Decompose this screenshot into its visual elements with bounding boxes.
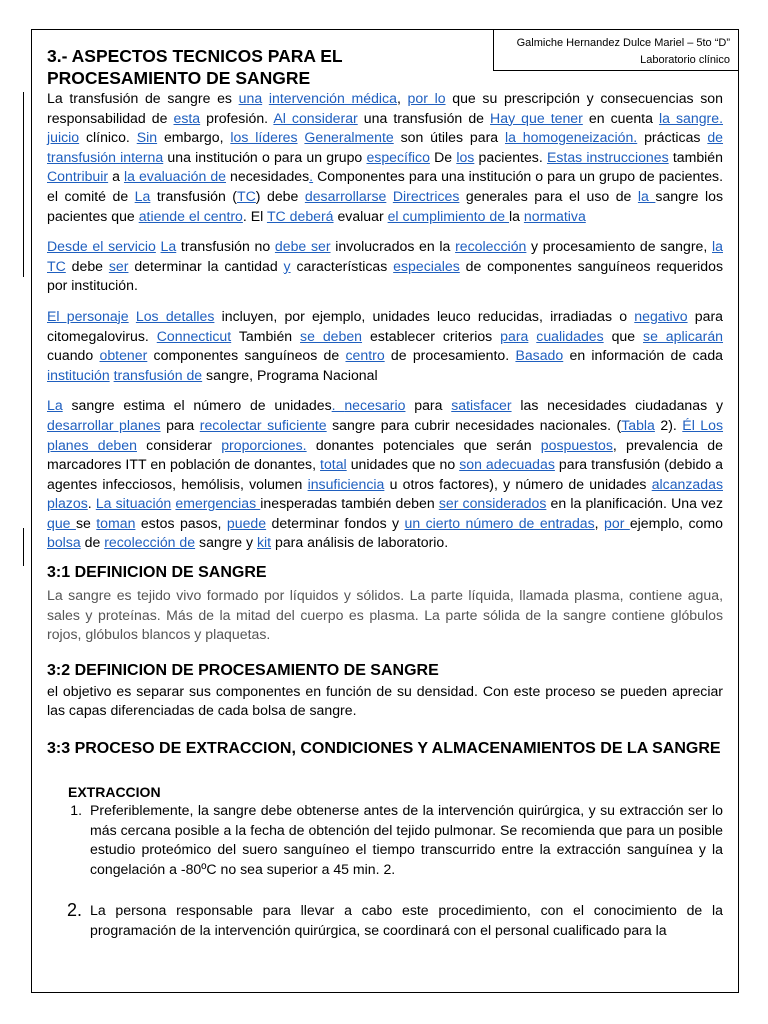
hyperlink-text[interactable]: TC <box>237 187 256 204</box>
hyperlink-text[interactable]: intervención médica <box>268 90 397 106</box>
hyperlink-text[interactable]: satisfacer <box>451 397 512 414</box>
hyperlink-text[interactable]: institución <box>47 366 110 383</box>
hyperlink-text[interactable]: especiales <box>393 257 460 274</box>
revision-bar <box>23 528 24 566</box>
hyperlink-text[interactable]: desarrollar planes <box>47 416 161 433</box>
hyperlink-text[interactable]: La situación <box>95 495 172 512</box>
intro-paragraph: El personaje Los detalles incluyen, por ejemplo, unidades leuco reducidas, irradiadas o negativo para citomegalovirus. Connecticut También se deben establecer criterios para cualidades que se aplicarán cuando obtener componentes sanguíneos de centro de procesamiento. Basado en información de cada institución transfusión de sangre, Programa Nacional <box>47 307 724 383</box>
hyperlink-text[interactable]: emergencias <box>175 495 261 512</box>
hyperlink-text[interactable]: TC deberá <box>266 207 334 224</box>
hyperlink-text[interactable]: los <box>456 148 475 165</box>
hyperlink-text[interactable]: Contribuir <box>47 168 109 185</box>
hyperlink-text[interactable]: pospuestos <box>540 436 613 453</box>
hyperlink-text[interactable]: toman <box>96 514 136 531</box>
hyperlink-text[interactable]: de transfusión interna <box>47 129 724 165</box>
hyperlink-text[interactable]: Hay que tener <box>490 109 583 126</box>
hyperlink-text[interactable]: Los detalles <box>135 307 215 324</box>
hyperlink-text[interactable]: la sangre. juicio <box>47 109 723 146</box>
section-heading-definicion-sangre: 3:1 DEFINICION DE SANGRE <box>47 564 267 582</box>
author-name: Galmiche Hernandez Dulce Mariel – 5to “D” <box>516 37 730 49</box>
hyperlink-text[interactable]: plazos <box>47 495 88 512</box>
hyperlink-text[interactable]: normativa <box>523 207 586 224</box>
hyperlink-text[interactable]: desarrollarse <box>304 187 387 204</box>
hyperlink-text[interactable]: proporciones. <box>221 436 307 453</box>
section-heading-extraccion: 3:3 PROCESO DE EXTRACCION, CONDICIONES Y ALMACENAMIENTOS DE LA SANGRE <box>47 740 721 758</box>
intro-paragraph: La sangre estima el número de unidades. necesario para satisfacer las necesidades ciudadanas y desarrollar planes para recolectar suficiente sangre para cubrir necesidades nacionales. (Tabla 2). Él Los planes deben considerar proporciones. donantes potenciales que serán pospuestos, prevalencia de marcadores ITT en población de donantes, total unidades que no son adecuadas para transfusión (debido a agentes infecciosos, hemólisis, volumen insuficiencia u otros factores), y número de unidades alcanzadas plazos. La situación emergencias inesperadas también deben ser considerados en la planificación. Una vez que se toman estos pasos, puede determinar fondos y un cierto número de entradas, por ejemplo, como bolsa de recolección de sangre y kit para análisis de laboratorio. <box>47 397 724 551</box>
hyperlink-text[interactable]: Connecticut <box>156 327 232 344</box>
hyperlink-text[interactable]: necesario <box>344 397 406 414</box>
hyperlink-text[interactable]: centro <box>345 347 385 364</box>
hyperlink-text[interactable]: ser considerados <box>438 495 547 512</box>
hyperlink-text[interactable]: recolección <box>455 238 527 255</box>
hyperlink-text[interactable]: Al considerar <box>273 109 358 126</box>
hyperlink-text[interactable]: recolectar suficiente <box>199 416 327 433</box>
hyperlink-text[interactable]: alcanzadas <box>651 475 723 492</box>
hyperlink-text[interactable]: Generalmente <box>304 129 394 146</box>
list-number: 1. <box>70 802 82 819</box>
intro-paragraph: La transfusión de sangre es una intervención médica, por lo que su prescripción y consecuencias son responsabilidad de esta profesión. Al considerar una transfusión de Hay que tener en cuenta la sangre. juicio clínico. Sin embargo, los líderes Generalmente son útiles para la homogeneización. prácticas de transfusión interna una institución o para un grupo específico De los pacientes. Estas instrucciones también Contribuir a la evaluación de necesidades. Componentes para una institución o para un grupo de pacientes. el comité de La transfusión (TC) debe desarrollarse Directrices generales para el uso de la sangre los pacientes que atiende el centro. El TC deberá evaluar el cumplimiento de la normativa <box>47 90 724 224</box>
section-heading-procesamiento: 3:2 DEFINICION DE PROCESAMIENTO DE SANGRE <box>47 661 439 679</box>
hyperlink-text[interactable]: Directrices <box>392 187 460 204</box>
course-name: Laboratorio clínico <box>640 54 730 66</box>
hyperlink-text[interactable]: son adecuadas <box>459 456 555 473</box>
section-text-procesamiento: el objetivo es separar sus componentes en función de su densidad. Con este proceso se pueden apreciar las capas diferenciadas de cada bolsa de sangre. <box>47 682 723 719</box>
revision-bar <box>23 92 24 277</box>
hyperlink-text[interactable]: kit <box>257 534 272 551</box>
hyperlink-text[interactable]: para <box>500 327 529 344</box>
hyperlink-text[interactable]: que <box>47 514 76 531</box>
hyperlink-text[interactable]: atiende el centro <box>138 207 243 224</box>
section-text-definicion-sangre: La sangre es tejido vivo formado por líquidos y sólidos. La parte líquida, llamada plasma, contiene agua, sales y proteínas. Más de la mitad del cuerpo es plasma. La parte sólida de la sangre contiene glóbulos rojos, glóbulos blancos y plaquetas. <box>47 587 723 643</box>
hyperlink-text[interactable]: La <box>160 238 177 255</box>
list-number: 2. <box>66 900 82 921</box>
hyperlink-text[interactable]: los líderes <box>230 129 298 146</box>
hyperlink-text[interactable]: se aplicarán <box>643 327 724 344</box>
subheading-extraccion: EXTRACCION <box>68 784 161 801</box>
hyperlink-text[interactable]: Él Los planes deben <box>47 416 724 453</box>
hyperlink-text[interactable]: una <box>238 90 263 106</box>
hyperlink-text[interactable]: total <box>320 456 347 473</box>
hyperlink-text[interactable]: Desde el servicio <box>47 238 156 255</box>
hyperlink-text[interactable]: El personaje <box>47 307 129 324</box>
hyperlink-text[interactable]: debe ser <box>274 238 331 255</box>
hyperlink-text[interactable]: esta <box>173 109 201 126</box>
hyperlink-text[interactable]: Estas instrucciones <box>546 148 669 165</box>
hyperlink-text[interactable]: Basado <box>515 347 564 364</box>
hyperlink-text[interactable]: . <box>309 168 314 185</box>
document-body <box>47 45 723 941</box>
list-item <box>47 901 723 940</box>
list-item <box>47 801 723 879</box>
hyperlink-text[interactable]: recolección de <box>104 534 196 551</box>
hyperlink-text[interactable]: la evaluación de <box>123 168 227 185</box>
hyperlink-text[interactable]: puede <box>226 514 267 531</box>
hyperlink-text[interactable]: se deben <box>300 327 363 344</box>
hyperlink-text[interactable]: por <box>604 514 630 531</box>
page-title: 3.- ASPECTOS TECNICOS PARA EL PROCESAMIENTO DE SANGRE <box>47 46 343 88</box>
hyperlink-text[interactable]: La <box>134 187 151 204</box>
hyperlink-text[interactable]: insuficiencia <box>307 475 385 492</box>
hyperlink-text[interactable]: por lo <box>407 90 446 106</box>
list-text: La persona responsable para llevar a cabo este procedimiento, con el conocimiento de la programación de la intervención quirúrgica, se coordinará con el personal cualificado para la <box>90 902 723 938</box>
hyperlink-text[interactable]: la homogeneización. <box>504 129 638 146</box>
hyperlink-text[interactable]: y <box>283 257 291 274</box>
hyperlink-text[interactable]: específico <box>366 148 430 165</box>
hyperlink-text[interactable]: obtener <box>99 347 148 364</box>
hyperlink-text[interactable]: La <box>47 397 63 414</box>
hyperlink-text[interactable]: transfusión de <box>113 366 203 383</box>
hyperlink-text[interactable]: el cumplimiento de <box>387 207 510 224</box>
hyperlink-text[interactable]: ser <box>108 257 129 274</box>
hyperlink-text[interactable]: la <box>637 187 656 204</box>
hyperlink-text[interactable]: negativo <box>634 307 688 324</box>
hyperlink-text[interactable]: Tabla <box>621 416 655 433</box>
hyperlink-text[interactable]: Sin <box>136 129 158 146</box>
hyperlink-text[interactable]: un cierto número de entradas <box>404 514 595 531</box>
intro-paragraph: Desde el servicio La transfusión no debe ser involucrados en la recolección y procesamiento de sangre, la TC debe ser determinar la cantidad y características especiales de componentes sanguíneos requeridos por institución. <box>47 238 723 294</box>
hyperlink-text[interactable]: bolsa <box>47 534 81 551</box>
hyperlink-text[interactable]: cualidades <box>536 327 604 344</box>
hyperlink-text[interactable]: . <box>331 397 345 414</box>
list-text: Preferiblemente, la sangre debe obtenerse antes de la intervención quirúrgica, y su extracción ser lo más cercana posible a la fecha de obtención del tejido pulmonar. Se recomienda que para un posible estudio proteómico del suero sanguíneo el tiempo transcurrido entre la extracción sanguínea y la congelación a -80ºC no sea superior a 45 min. 2. <box>90 802 723 877</box>
hyperlink-text[interactable]: la TC <box>47 238 723 274</box>
